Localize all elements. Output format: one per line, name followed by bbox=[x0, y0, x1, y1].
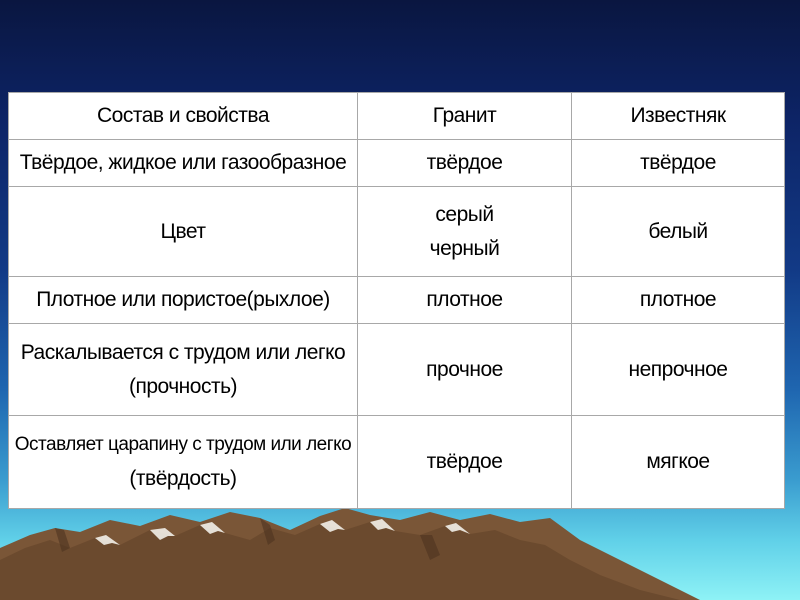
granite-cell bbox=[358, 277, 572, 324]
property-cell bbox=[9, 187, 358, 277]
table-row bbox=[9, 416, 785, 509]
property-cell bbox=[9, 324, 358, 416]
limestone-value: мягкое bbox=[646, 450, 710, 473]
table-row bbox=[9, 140, 785, 187]
limestone-cell bbox=[572, 416, 785, 509]
granite-cell bbox=[358, 324, 572, 416]
granite-value: серый bbox=[435, 202, 494, 226]
table-row bbox=[9, 277, 785, 324]
granite-cell bbox=[358, 416, 572, 509]
property-text: Твёрдое, жидкое или газообразное bbox=[19, 151, 347, 174]
header-properties: Состав и свойства bbox=[9, 93, 358, 140]
property-subtext: (твёрдость) bbox=[129, 467, 237, 490]
property-cell bbox=[9, 277, 358, 324]
granite-cell bbox=[358, 187, 572, 277]
granite-value: твёрдое bbox=[426, 151, 503, 174]
header-granite: Гранит bbox=[358, 93, 572, 140]
property-text: Оставляет царапину с трудом или легко bbox=[14, 434, 352, 455]
property-cell bbox=[9, 416, 358, 509]
limestone-value: твёрдое bbox=[640, 151, 716, 174]
table-row bbox=[9, 324, 785, 416]
property-cell bbox=[9, 140, 358, 187]
header-limestone: Известняк bbox=[572, 93, 785, 140]
limestone-value: непрочное bbox=[628, 357, 728, 381]
table-row bbox=[9, 187, 785, 277]
property-text: Плотное или пористое(рыхлое) bbox=[36, 288, 330, 311]
property-text: Раскалывается с трудом или легко bbox=[20, 340, 346, 364]
granite-cell bbox=[358, 140, 572, 187]
limestone-cell bbox=[572, 324, 785, 416]
properties-table bbox=[8, 92, 785, 509]
property-text: Цвет bbox=[160, 219, 206, 243]
limestone-value: плотное bbox=[639, 288, 717, 311]
granite-value: плотное bbox=[426, 288, 503, 311]
properties-table-container bbox=[8, 92, 784, 508]
limestone-cell bbox=[572, 187, 785, 277]
limestone-cell bbox=[572, 277, 785, 324]
limestone-value: белый bbox=[648, 219, 708, 243]
granite-value: твёрдое bbox=[426, 450, 503, 473]
granite-value: черный bbox=[429, 236, 500, 260]
property-subtext: (прочность) bbox=[128, 374, 238, 398]
table-header-row bbox=[9, 93, 785, 140]
granite-value: прочное bbox=[426, 357, 503, 381]
limestone-cell bbox=[572, 140, 785, 187]
